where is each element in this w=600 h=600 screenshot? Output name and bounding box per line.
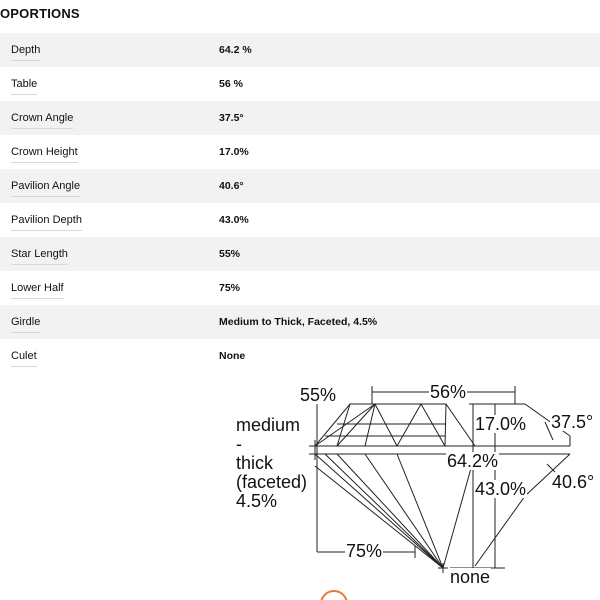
crown-height-value: 17.0% xyxy=(219,146,249,158)
row-table xyxy=(0,67,600,101)
row-lower-half xyxy=(0,271,600,305)
diagram-crown-angle: 37.5° xyxy=(551,412,594,432)
diagram-lower-half: 75% xyxy=(346,541,383,561)
crown-angle-value: 37.5° xyxy=(219,112,244,124)
star-length-value: 55% xyxy=(219,248,241,260)
table-value: 56 % xyxy=(219,78,243,90)
row-depth xyxy=(0,33,600,67)
diamond-diagram xyxy=(225,376,600,600)
row-crown-angle xyxy=(0,101,600,135)
girdle-label: Girdle xyxy=(11,316,40,333)
table-label: Table xyxy=(11,78,37,95)
culet-value: None xyxy=(219,350,246,362)
row-girdle xyxy=(0,305,600,339)
section-title: OPORTIONS xyxy=(0,6,80,21)
pavilion-angle-value: 40.6° xyxy=(219,180,244,192)
culet-label: Culet xyxy=(11,350,37,367)
diagram-depth: 64.2% xyxy=(447,451,499,471)
diagram-pavilion-depth: 43.0% xyxy=(475,479,527,499)
pavilion-depth-value: 43.0% xyxy=(219,214,249,226)
diagram-girdle-note: medium - thick (faceted) 4.5% xyxy=(236,415,308,511)
girdle-value: Medium to Thick, Faceted, 4.5% xyxy=(219,316,378,328)
diagram-pavilion-angle: 40.6° xyxy=(552,472,595,492)
proportions-table xyxy=(0,33,600,373)
pavilion-depth-label: Pavilion Depth xyxy=(11,214,82,231)
star-length-label: Star Length xyxy=(11,248,68,265)
row-pavilion-angle xyxy=(0,169,600,203)
depth-value: 64.2 % xyxy=(219,44,252,56)
lower-half-value: 75% xyxy=(219,282,241,294)
crown-height-label: Crown Height xyxy=(11,146,78,163)
lower-half-label: Lower Half xyxy=(11,282,64,299)
depth-label: Depth xyxy=(11,44,40,61)
row-culet xyxy=(0,339,600,373)
row-star-length xyxy=(0,237,600,271)
diagram-star-length: 55% xyxy=(300,385,337,405)
diagram-culet: none xyxy=(450,567,491,587)
row-pavilion-depth xyxy=(0,203,600,237)
crown-angle-label: Crown Angle xyxy=(11,112,73,129)
row-crown-height xyxy=(0,135,600,169)
diagram-crown-height: 17.0% xyxy=(475,414,527,434)
pavilion-angle-label: Pavilion Angle xyxy=(11,180,80,197)
diagram-table: 56% xyxy=(430,382,467,402)
